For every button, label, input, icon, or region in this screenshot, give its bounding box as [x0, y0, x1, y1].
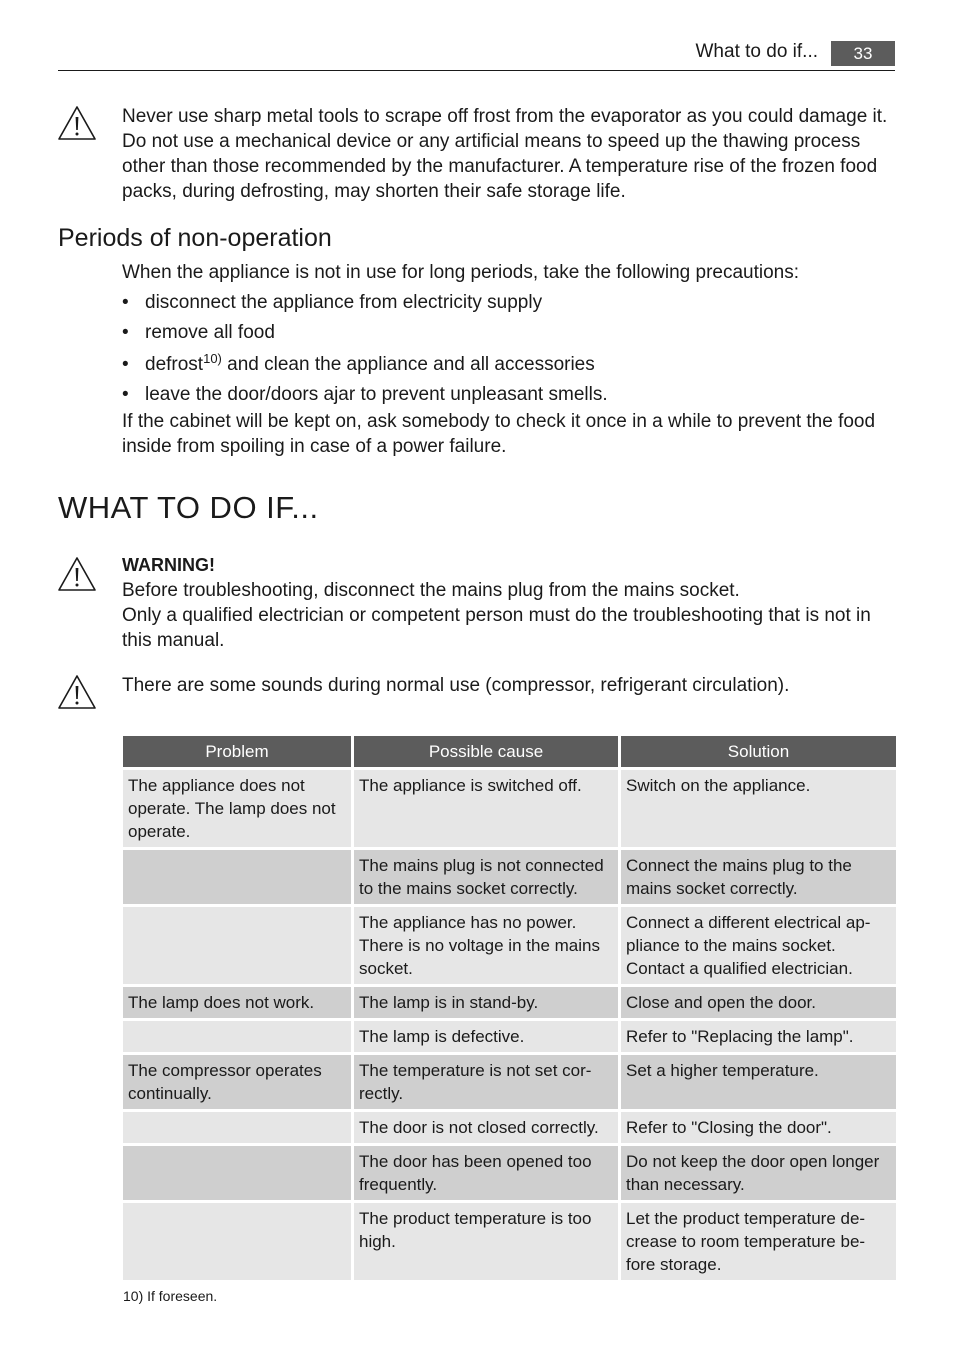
- list-item-text: leave the door/doors ajar to prevent unpleasant smells.: [145, 384, 608, 405]
- text-line: Before troubleshooting, disconnect the mains plug from the mains socket.: [122, 580, 740, 601]
- table-row: [123, 1021, 896, 1052]
- problem-cell: The lamp does not work.: [123, 987, 351, 1018]
- warning-triangle-icon: [57, 674, 97, 710]
- cause-cell: The door is not closed correctly.: [354, 1112, 618, 1143]
- solution-cell: Set a higher temperature.: [621, 1055, 896, 1109]
- non-operation-intro: When the appliance is not in use for long periods, take the following precautions:: [122, 262, 800, 283]
- table-row: [123, 850, 896, 904]
- column-header-problem: Problem: [123, 736, 351, 767]
- cause-cell: The product temperature is too high.: [354, 1203, 618, 1280]
- problem-cell: [123, 1112, 351, 1143]
- footnote: 10) If foreseen.: [123, 1288, 218, 1304]
- problem-cell: [123, 1021, 351, 1052]
- warning-triangle-icon: [57, 105, 97, 141]
- solution-cell: Connect a different electrical ap-pliance to the mains socket. Contact a qualified electrician.: [621, 907, 896, 984]
- running-header-title: What to do if...: [695, 41, 818, 62]
- page-number: 33: [831, 41, 895, 66]
- list-item: [122, 382, 897, 408]
- list-item-text: remove all food: [145, 322, 275, 343]
- text-line: Do not use a mechanical device or any artificial means to speed up the thawing process: [122, 131, 861, 152]
- solution-cell: Let the product temperature de-crease to room temperature be-fore storage.: [621, 1203, 896, 1280]
- text-line: packs, during defrosting, may shorten their safe storage life.: [122, 181, 626, 202]
- table-row: [123, 1055, 896, 1109]
- table-row: [123, 770, 896, 847]
- cause-cell: The appliance has no power. There is no voltage in the mains socket.: [354, 907, 618, 984]
- column-header-cause: Possible cause: [354, 736, 618, 767]
- section-heading-non-operation: Periods of non-operation: [58, 224, 332, 252]
- solution-cell: Close and open the door.: [621, 987, 896, 1018]
- text-line: inside from spoiling in case of a power failure.: [122, 436, 507, 457]
- table-row: [123, 987, 896, 1018]
- problem-cell: [123, 850, 351, 904]
- solution-cell: Do not keep the door open longer than necessary.: [621, 1146, 896, 1200]
- text-line: If the cabinet will be kept on, ask somebody to check it once in a while to prevent the food: [122, 411, 876, 432]
- footnote-ref: 10): [203, 351, 222, 366]
- text-line: Never use sharp metal tools to scrape off frost from the evaporator as you could damage it.: [122, 106, 888, 127]
- table-header-row: [123, 736, 896, 767]
- list-item: [122, 288, 897, 318]
- list-item-text: disconnect the appliance from electricity supply: [145, 292, 543, 313]
- solution-cell: Refer to "Closing the door".: [621, 1112, 896, 1143]
- problem-cell: [123, 1146, 351, 1200]
- cause-cell: The lamp is in stand-by.: [354, 987, 618, 1018]
- text-line: other than those recommended by the manufacturer. A temperature rise of the frozen food: [122, 156, 878, 177]
- problem-cell: [123, 1203, 351, 1280]
- column-header-solution: Solution: [621, 736, 896, 767]
- warning-title: WARNING!: [122, 555, 215, 575]
- text-line: this manual.: [122, 630, 225, 651]
- problem-cell: The appliance does not operate. The lamp does not operate.: [123, 770, 351, 847]
- list-item: [122, 348, 897, 382]
- solution-cell: Connect the mains plug to the mains socket correctly.: [621, 850, 896, 904]
- sounds-note: There are some sounds during normal use (compressor, refrigerant circulation).: [122, 675, 790, 696]
- problem-cell: The compressor operates continually.: [123, 1055, 351, 1109]
- list-item-text: defrost: [145, 354, 204, 375]
- table-row: [123, 1146, 896, 1200]
- precautions-list: [122, 288, 897, 408]
- table-row: [123, 1112, 896, 1143]
- table-row: [123, 1203, 896, 1280]
- section-heading-what-to-do: WHAT TO DO IF...: [58, 490, 319, 525]
- table-row: [123, 907, 896, 984]
- troubleshooting-warning: [122, 553, 897, 653]
- cause-cell: The lamp is defective.: [354, 1021, 618, 1052]
- solution-cell: Refer to "Replacing the lamp".: [621, 1021, 896, 1052]
- defrost-warning-text: [122, 104, 897, 204]
- text-line: Only a qualified electrician or competent person must do the troubleshooting that is not in: [122, 605, 871, 626]
- problem-cell: [123, 907, 351, 984]
- cause-cell: The appliance is switched off.: [354, 770, 618, 847]
- list-item: [122, 318, 897, 348]
- troubleshooting-table: [120, 733, 899, 1283]
- cause-cell: The door has been opened too frequently.: [354, 1146, 618, 1200]
- cause-cell: The mains plug is not connected to the mains socket correctly.: [354, 850, 618, 904]
- header-rule: [58, 70, 895, 71]
- non-operation-outro: [122, 409, 897, 459]
- cause-cell: The temperature is not set cor-rectly.: [354, 1055, 618, 1109]
- solution-cell: Switch on the appliance.: [621, 770, 896, 847]
- warning-triangle-icon: [57, 556, 97, 592]
- list-item-text-rest: and clean the appliance and all accessories: [221, 354, 595, 375]
